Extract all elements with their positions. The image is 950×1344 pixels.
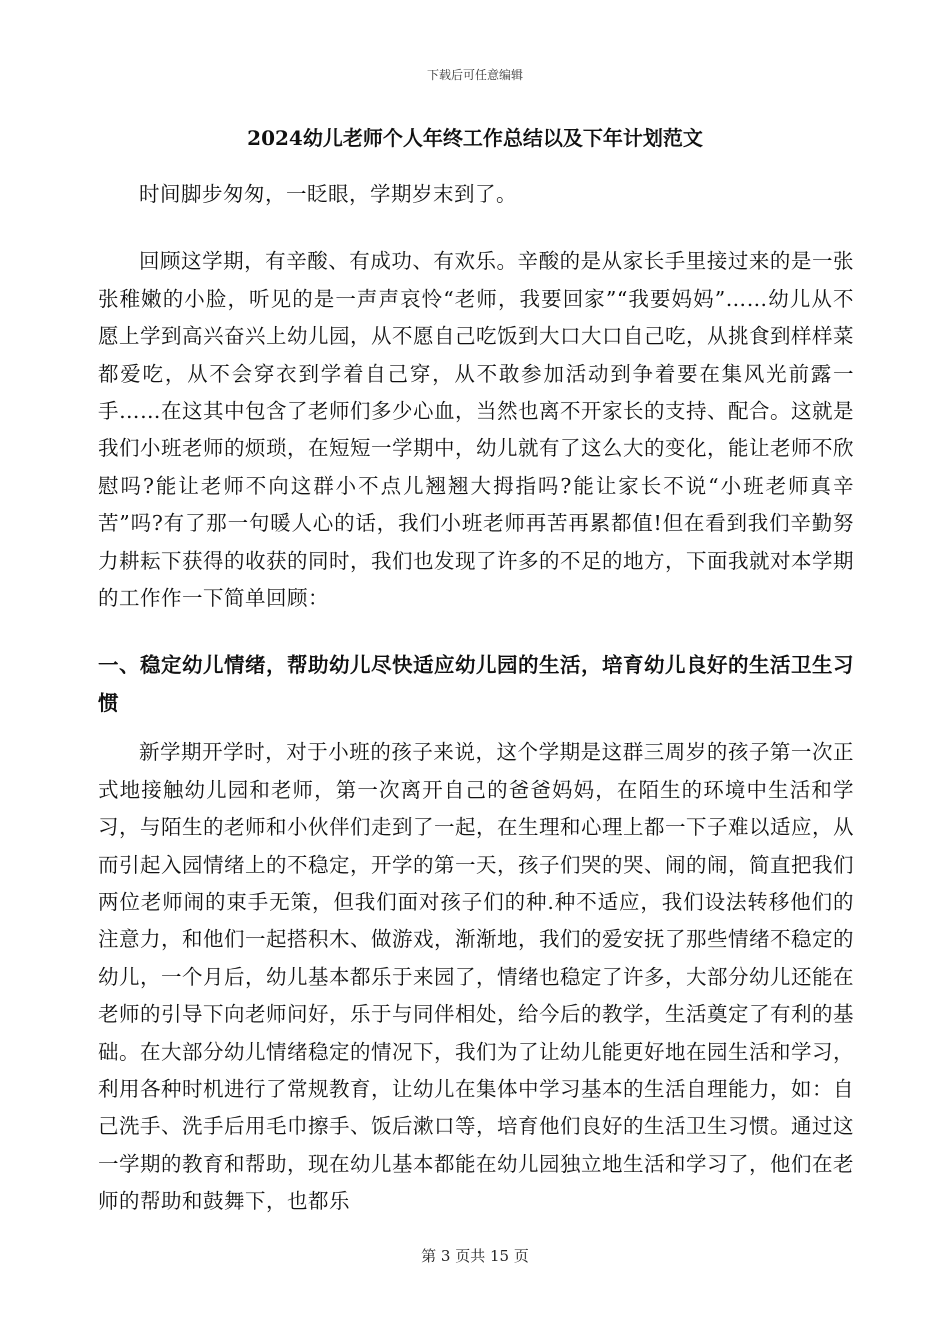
paragraph-stabilize-emotions: 新学期开学时，对于小班的孩子来说，这个学期是这群三周岁的孩子第一次正式地接触幼儿园和老师，第一次离开自己的爸爸妈妈，在陌生的环境中生活和学习，与陌生的老师和小伙伴们走到了一起，在生理和心理上都一下子难以适应，从而引起入园情绪上的不稳定，开学的第一天，孩子们哭的哭、闹的闹，简直把我们两位老师闹的束手无策，但我们面对孩子们的种.种不适应，我们设法转移他们的注意力，和他们一起搭积木、做游戏，渐渐地，我们的爱安抚了那些情绪不稳定的幼儿，一个月后，幼儿基本都乐于来园了，情绪也稳定了许多，大部分幼儿还能在老师的引导下向老师问好，乐于与同伴相处，给今后的教学，生活奠定了有利的基础。在大部分幼儿情绪稳定的情况下，我们为了让幼儿能更好地在园生活和学习，利用各种时机进行了常规教育，让幼儿在集体中学习基本的生活自理能力，如：自己洗手、洗手后用毛巾擦手、饭后漱口等，培育他们良好的生活卫生习惯。通过这一学期的教育和帮助，现在幼儿基本都能在幼儿园独立地生活和学习了，他们在老师的帮助和鼓舞下，也都乐 (98, 740, 854, 1214)
document-body (98, 176, 854, 1221)
section-heading-1: 一、稳定幼儿情绪，帮助幼儿尽快适应幼儿园的生活，培育幼儿良好的生活卫生习惯 (98, 653, 854, 715)
paragraph-review: 回顾这学期，有辛酸、有成功、有欢乐。辛酸的是从家长手里接过来的是一张张稚嫩的小脸，听见的是一声声哀怜“老师，我要回家”“我要妈妈”……幼儿从不愿上学到高兴奋兴上幼儿园，从不愿自己吃饭到大口大口自己吃，从挑食到样样菜都爱吃，从不会穿衣到学着自己穿，从不敢参加活动到争着要在集风光前露一手……在这其中包含了老师们多少心血，当然也离不开家长的支持、配合。这就是我们小班老师的烦琐，在短短一学期中，幼儿就有了这么大的变化，能让老师不欣慰吗?能让老师不向这群小不点儿翘翘大拇指吗?能让家长不说“小班老师真辛苦”吗?有了那一句暖人心的话，我们小班老师再苦再累都值!但在看到我们辛勤努力耕耘下获得的收获的同时，我们也发现了许多的不足的地方，下面我就对本学期的工作作一下简单回顾： (98, 249, 854, 611)
document-title: 2024幼儿老师个人年终工作总结以及下年计划范文 (247, 126, 703, 150)
header-note: 下载后可任意编辑 (426, 68, 523, 82)
intro-paragraph: 时间脚步匆匆，一眨眼，学期岁末到了。 (139, 182, 517, 206)
page-number-footer: 第 3 页共 15 页 (421, 1247, 529, 1265)
